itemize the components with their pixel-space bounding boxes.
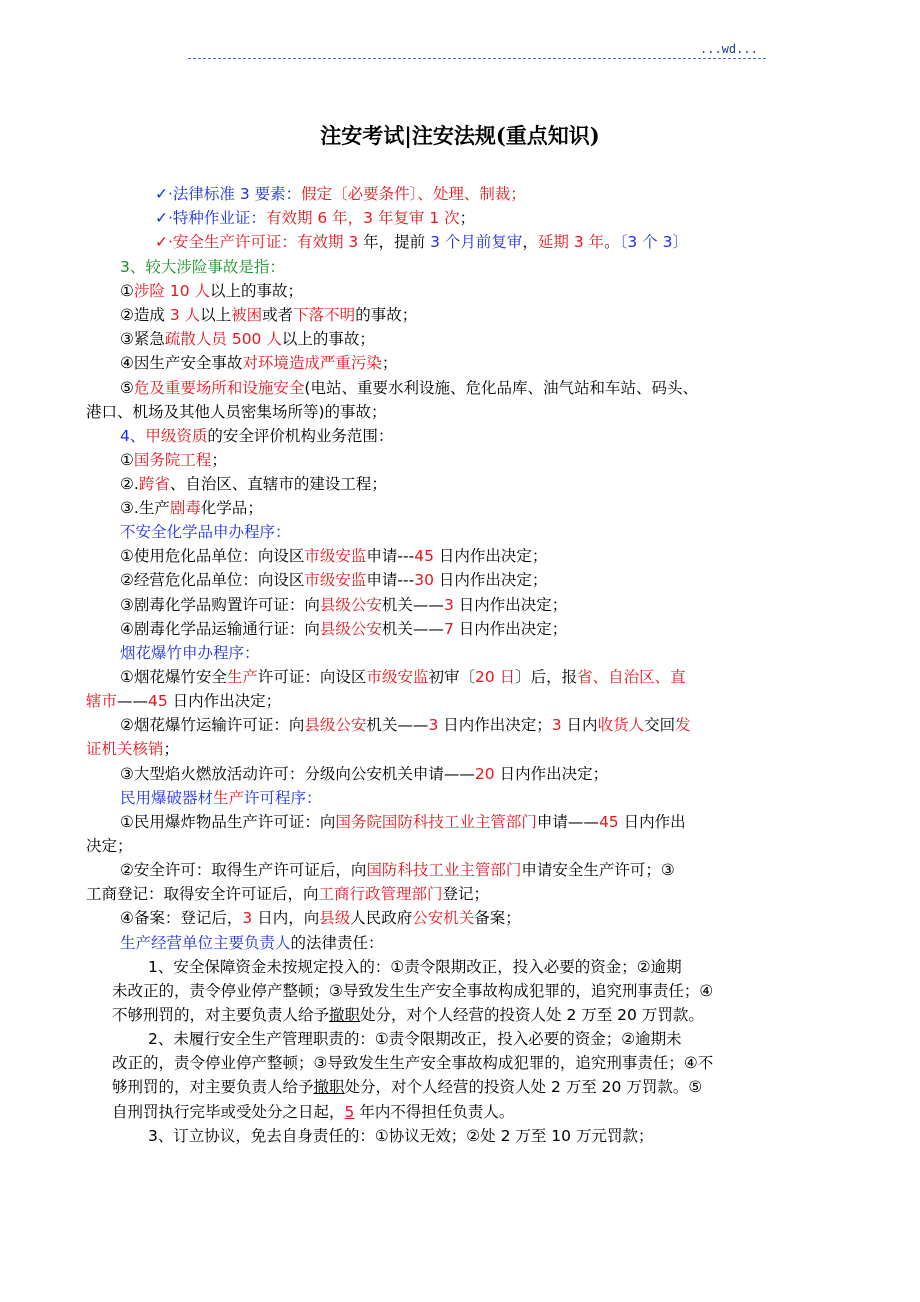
text-span: 工商行政管理部门 — [318, 885, 443, 903]
text-span: 申请安全生产许可；③ — [521, 861, 675, 879]
text-span: 市级安监 — [366, 668, 429, 686]
text-span: 够刑罚的，对主要负责人给予 — [112, 1078, 314, 1096]
text-span: 有效期 6 年，3 年复审 1 次 — [265, 209, 460, 227]
text-span: 工商登记：取得安全许可证后，向 — [86, 885, 319, 903]
text-line — [120, 714, 691, 736]
text-span: 初审〔 — [428, 668, 475, 686]
text-span: 日内作出决定； — [433, 571, 548, 589]
text-span: 撤职 — [313, 1078, 345, 1096]
text-span: 1、安全保障资金未按规定投入的：①责令限期改正，投入必要的资金；②逾期 — [148, 958, 682, 976]
text-span: 生产经营单位主要负责人 — [120, 934, 291, 952]
text-span: 跨省 — [138, 475, 170, 493]
text-line — [112, 1004, 704, 1026]
text-line — [148, 1125, 653, 1147]
text-line — [155, 207, 475, 229]
text-span: 国务院工程 — [133, 451, 212, 469]
text-span: 。 — [604, 233, 620, 251]
text-line — [120, 328, 375, 350]
text-span: 生产 — [213, 789, 245, 807]
text-span: 、自治区、直辖市的建设工程； — [169, 475, 387, 493]
check-icon: ✓ — [155, 185, 168, 203]
text-span: 不够刑罚的，对主要负责人给予 — [112, 1006, 330, 1024]
text-span: ① — [120, 451, 134, 469]
text-span: 县级 — [319, 909, 351, 927]
text-line — [148, 956, 682, 978]
text-span: 辖市 — [86, 692, 118, 710]
text-span: ①民用爆炸物品生产许可证：向 — [120, 813, 336, 831]
page-title: 注安考试|注安法规(重点知识) — [320, 123, 600, 148]
text-span: 剧毒 — [169, 499, 201, 517]
text-span: ① — [120, 282, 134, 300]
text-line — [86, 690, 281, 712]
text-line — [86, 738, 179, 760]
text-span: ②经营危化品单位：向设区 — [120, 571, 305, 589]
text-span: 5 — [344, 1103, 355, 1121]
text-span: 年，提前 — [358, 233, 431, 251]
text-line — [120, 497, 263, 519]
text-span: ②造成 — [120, 306, 170, 324]
header-rule — [188, 58, 766, 59]
text-span: 3 — [242, 909, 253, 927]
text-span: 许可证：向设区 — [257, 668, 367, 686]
text-line — [120, 304, 417, 326]
text-line — [155, 231, 688, 253]
text-line — [120, 569, 547, 591]
text-span: 日内作出 — [618, 813, 686, 831]
text-span: 对环境造成严重污染 — [242, 354, 382, 372]
text-span: 国防科技工业主管部门 — [366, 861, 522, 879]
text-span: ③大型焰火燃放活动许可：分级向公安机关申请—— — [120, 765, 475, 783]
text-span: (电站、重要水利设施、危化品库、油气站和车站、码头、 — [304, 379, 698, 397]
text-span: ⑤ — [120, 379, 134, 397]
text-span: ； — [211, 451, 227, 469]
text-span: 以上 — [200, 306, 232, 324]
text-span: 市级安监 — [304, 547, 367, 565]
text-span: 3 — [551, 716, 562, 734]
text-line — [112, 1052, 713, 1074]
text-line — [120, 618, 567, 640]
text-span: 3 — [443, 596, 454, 614]
text-span: 公安机关 — [412, 909, 475, 927]
text-span: 3 — [428, 716, 439, 734]
text-span: 3 人 — [169, 306, 201, 324]
text-span: 有效期 3 — [296, 233, 359, 251]
text-line — [112, 1076, 702, 1098]
text-span: 日内，向 — [252, 909, 320, 927]
text-span: ①烟花爆竹安全 — [120, 668, 227, 686]
text-span: 申请--- — [366, 547, 415, 565]
text-span: 20 日 — [474, 668, 516, 686]
text-span: 人民政府 — [350, 909, 413, 927]
text-span: 45 — [598, 813, 619, 831]
text-span: 民用爆破器材 — [120, 789, 214, 807]
text-span: ·法律标准 3 要素： — [168, 185, 302, 203]
text-span: 决定； — [86, 837, 133, 855]
text-span: 不安全化学品申办程序： — [120, 523, 291, 541]
text-line — [120, 352, 397, 374]
text-line — [120, 425, 393, 447]
text-span: ③紧急 — [120, 330, 165, 348]
text-line — [86, 835, 133, 857]
text-span: ②安全许可：取得生产许可证后，向 — [120, 861, 367, 879]
text-line — [120, 763, 608, 785]
text-span: ； — [163, 740, 180, 758]
text-span: 化学品； — [200, 499, 263, 517]
text-span: 涉险 10 人 — [133, 282, 210, 300]
text-span: 机关—— — [381, 620, 444, 638]
text-line — [120, 787, 322, 809]
text-line — [120, 280, 303, 302]
text-span: 7 — [443, 620, 454, 638]
text-span: 以上的事故； — [281, 330, 375, 348]
text-span: —— — [117, 692, 149, 710]
text-span: 自刑罚执行完毕或受处分之日起， — [112, 1103, 345, 1121]
text-span: ④剧毒化学品运输通行证：向 — [120, 620, 320, 638]
text-span: 烟花爆竹申办程序： — [120, 644, 260, 662]
text-span: 处分，对个人经营的投资人处 2 万至 20 万罚款。 — [360, 1006, 704, 1024]
text-span: 日内作出决定； — [167, 692, 282, 710]
text-span: 被困 — [231, 306, 263, 324]
text-line — [120, 666, 686, 688]
text-span: 年内不得担任负责人。 — [354, 1103, 515, 1121]
text-span: 许可程序： — [244, 789, 322, 807]
text-line — [120, 521, 291, 543]
text-line — [120, 473, 387, 495]
text-span: 〔3 个 3〕 — [619, 233, 688, 251]
text-span: 3 个月前复审 — [430, 233, 523, 251]
text-span: ②. — [120, 475, 139, 493]
text-span: 假定〔必要条件〕、处理、制裁； — [301, 185, 526, 203]
text-span: 危及重要场所和设施安全 — [133, 379, 305, 397]
text-line — [148, 1028, 682, 1050]
text-line — [86, 401, 387, 423]
text-span: 证机关核销 — [86, 740, 164, 758]
text-span: 3、较大涉险事故是指： — [120, 258, 285, 276]
text-span: 日内作出决定； — [494, 765, 609, 783]
text-span: 港口、机场及其他人员密集场所等)的事故； — [86, 403, 387, 421]
text-span: 市级安监 — [304, 571, 367, 589]
text-line — [120, 642, 260, 664]
text-span: ， — [522, 233, 538, 251]
text-line — [112, 980, 713, 1002]
text-span: 4、 — [120, 427, 146, 445]
text-span: 发 — [675, 716, 691, 734]
text-span: 延期 3 年 — [537, 233, 605, 251]
text-span: 处分，对个人经营的投资人处 2 万至 20 万罚款。⑤ — [344, 1078, 703, 1096]
text-span: 的法律责任： — [290, 934, 384, 952]
text-span: 下落不明 — [293, 306, 356, 324]
text-line — [120, 594, 567, 616]
text-span: 省、自治区、直 — [577, 668, 686, 686]
text-span: 30 — [414, 571, 434, 589]
text-span: 收货人 — [597, 716, 645, 734]
text-span: 登记； — [442, 885, 490, 903]
text-span: 机关—— — [381, 596, 444, 614]
text-span: 县级公安 — [319, 596, 382, 614]
text-span: ③剧毒化学品购置许可证：向 — [120, 596, 320, 614]
text-span: ·特种作业证： — [168, 209, 266, 227]
text-line — [120, 811, 686, 833]
text-span: 申请—— — [536, 813, 599, 831]
text-span: 申请--- — [366, 571, 415, 589]
text-line — [120, 449, 227, 471]
text-line — [120, 907, 521, 929]
text-line — [120, 932, 384, 954]
text-span: 未改正的，责令停业停产整顿；③导致发生生产安全事故构成犯罪的，追究刑事责任；④ — [112, 982, 714, 1000]
text-span: 疏散人员 500 人 — [164, 330, 282, 348]
text-line — [120, 377, 698, 399]
text-span: ； — [381, 354, 398, 372]
text-span: 的事故； — [355, 306, 418, 324]
text-span: 的安全评价机构业务范围： — [207, 427, 394, 445]
text-span: 日内作出决定； — [453, 596, 568, 614]
text-span: 2、未履行安全生产管理职责的：①责令限期改正，投入必要的资金；②逾期未 — [148, 1030, 682, 1048]
text-span: 3、订立协议，免去自身责任的：①协议无效；②处 2 万至 10 万元罚款； — [148, 1127, 654, 1145]
text-span: 45 — [148, 692, 168, 710]
text-span: ·安全生产许可证： — [168, 233, 297, 251]
text-span: ④备案：登记后， — [120, 909, 243, 927]
text-span: 〕后，报 — [515, 668, 578, 686]
header-mark: ...wd... — [700, 42, 758, 56]
text-span: 20 — [474, 765, 495, 783]
text-span: 备案； — [474, 909, 521, 927]
text-span: ； — [459, 209, 476, 227]
text-span: 或者 — [262, 306, 294, 324]
text-span: ②烟花爆竹运输许可证：向 — [120, 716, 305, 734]
text-line — [120, 256, 285, 278]
text-span: 日内作出决定； — [438, 716, 552, 734]
text-line — [112, 1101, 514, 1123]
text-span: 改正的，责令停业停产整顿；③导致发生生产安全事故构成犯罪的，追究刑事责任；④不 — [112, 1054, 714, 1072]
text-span: ①使用危化品单位：向设区 — [120, 547, 305, 565]
text-span: ④因生产安全事故 — [120, 354, 243, 372]
text-span: 45 — [414, 547, 434, 565]
text-line — [120, 859, 675, 881]
text-span: 机关—— — [366, 716, 429, 734]
text-span: 县级公安 — [304, 716, 367, 734]
check-icon: ✓ — [155, 209, 168, 227]
text-span: 以上的事故； — [209, 282, 303, 300]
text-span: 日内 — [561, 716, 598, 734]
text-line — [86, 883, 489, 905]
text-span: 日内作出决定； — [433, 547, 548, 565]
text-span: 甲级资质 — [145, 427, 208, 445]
text-span: 县级公安 — [319, 620, 382, 638]
text-span: 国务院国防科技工业主管部门 — [335, 813, 537, 831]
text-span: 日内作出决定； — [453, 620, 568, 638]
text-line — [120, 545, 547, 567]
text-span: 撤职 — [329, 1006, 361, 1024]
text-span: ③.生产 — [120, 499, 170, 517]
text-line — [155, 183, 526, 205]
check-icon: ✓ — [155, 233, 168, 251]
text-span: 生产 — [226, 668, 258, 686]
text-span: 交回 — [644, 716, 676, 734]
